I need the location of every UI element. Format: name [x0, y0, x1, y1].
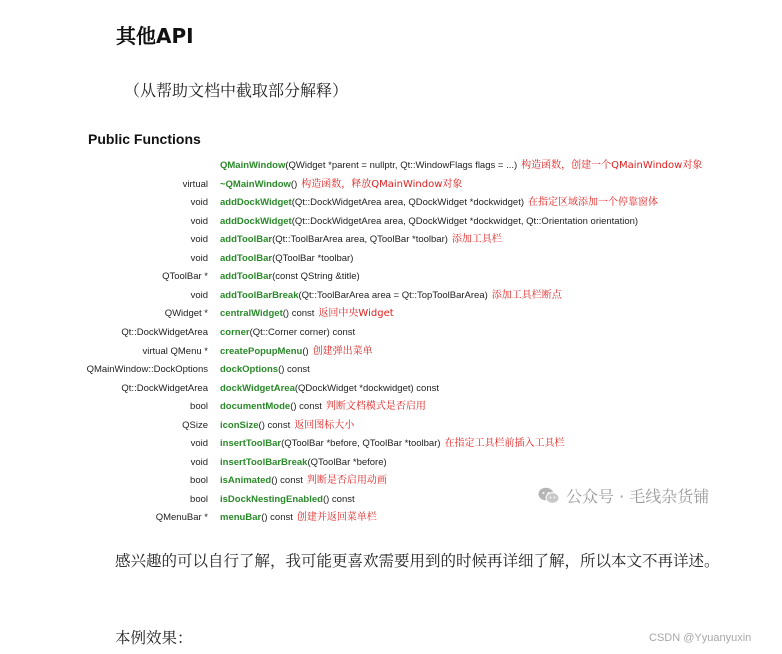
function-return-type: Qt::DockWidgetArea	[121, 326, 208, 338]
function-row	[0, 454, 782, 472]
function-return-type: bool	[190, 493, 208, 505]
function-signature	[220, 361, 314, 379]
function-args: (Qt::DockWidgetArea area, QDockWidget *dockwidget)	[291, 197, 525, 209]
function-args: () const	[290, 401, 322, 413]
function-signature	[220, 380, 443, 398]
function-signature	[220, 305, 394, 323]
function-name-link[interactable]: createPopupMenu	[220, 345, 303, 357]
function-name-link[interactable]: menuBar	[220, 512, 262, 524]
function-name-link[interactable]: insertToolBar	[220, 438, 282, 450]
function-row	[0, 194, 782, 212]
function-signature	[220, 194, 658, 212]
section-note: （从帮助文档中截取部分解释）	[124, 81, 349, 100]
function-signature	[220, 343, 373, 361]
function-name-link[interactable]: addToolBarBreak	[220, 289, 299, 301]
function-row	[0, 305, 782, 323]
function-name-link[interactable]: centralWidget	[220, 308, 283, 320]
function-annotation: 创建并返回菜单栏	[296, 512, 377, 524]
function-signature	[220, 324, 359, 342]
function-row	[0, 343, 782, 361]
function-args: () const	[258, 419, 291, 431]
function-name-link[interactable]: addDockWidget	[220, 197, 292, 209]
function-annotation: 返回图标大小	[294, 419, 355, 431]
function-name-link[interactable]: addToolBar	[220, 234, 273, 246]
function-args: (QWidget *parent = nullptr, Qt::WindowFlags flags = ...)	[285, 160, 518, 171]
function-return-type: void	[190, 289, 208, 301]
function-return-type: QWidget *	[164, 308, 208, 320]
function-signature	[220, 509, 377, 527]
public-functions-title: Public Functions	[88, 131, 201, 147]
function-row	[0, 176, 782, 194]
function-return-type: void	[190, 252, 208, 264]
function-args: (QToolBar *toolbar)	[272, 252, 354, 264]
function-signature	[220, 231, 502, 249]
function-args: ()	[290, 178, 298, 190]
function-row	[0, 250, 782, 268]
function-row	[0, 380, 782, 398]
function-return-type: void	[190, 438, 208, 450]
function-annotation: 在指定区域添加一个停靠窗体	[528, 197, 659, 209]
effect-label: 本例效果：	[115, 629, 193, 647]
function-name-link[interactable]: documentMode	[220, 401, 291, 413]
function-args: () const	[322, 493, 355, 505]
function-signature	[220, 435, 565, 453]
function-annotation: 判断是否启用动画	[306, 475, 387, 487]
function-row	[0, 324, 782, 342]
function-annotation: 构造函数，创建一个QMainWindow对象	[521, 160, 703, 171]
function-signature	[220, 157, 702, 175]
function-args: () const	[278, 364, 310, 376]
function-name-link[interactable]: isDockNestingEnabled	[220, 493, 323, 505]
function-annotation: 创建弹出菜单	[312, 345, 373, 357]
function-return-type: Qt::DockWidgetArea	[121, 382, 208, 394]
function-name-link[interactable]: dockOptions	[220, 364, 279, 376]
function-row	[0, 435, 782, 453]
function-args: (QToolBar *before, QToolBar *toolbar)	[281, 438, 441, 450]
function-annotation: 返回中央Widget	[318, 308, 394, 320]
function-name-link[interactable]: addDockWidget	[220, 215, 292, 227]
function-row	[0, 509, 782, 527]
function-signature	[220, 454, 391, 472]
function-row	[0, 361, 782, 379]
function-return-type: bool	[190, 401, 208, 413]
function-name-link[interactable]: addToolBar	[220, 271, 273, 283]
wechat-watermark-text: 公众号 · 毛线杂货铺	[566, 487, 710, 506]
section-heading: 其他API	[116, 24, 194, 48]
function-name-link[interactable]: insertToolBarBreak	[220, 456, 308, 468]
function-annotation: 添加工具栏	[451, 234, 502, 246]
function-signature	[220, 250, 357, 268]
function-name-link[interactable]: dockWidgetArea	[220, 382, 295, 394]
function-row	[0, 268, 782, 286]
function-row	[0, 417, 782, 435]
function-args: (QToolBar *before)	[307, 456, 387, 468]
function-row	[0, 398, 782, 416]
function-args: () const	[261, 512, 293, 524]
wechat-icon	[538, 487, 560, 505]
function-return-type: QSize	[182, 419, 208, 431]
function-return-type: virtual	[182, 178, 208, 190]
function-args: (const QString &title)	[272, 271, 360, 283]
function-return-type: void	[190, 456, 208, 468]
function-signature	[220, 176, 462, 194]
function-name-link[interactable]: QMainWindow	[220, 160, 286, 171]
function-signature	[220, 472, 387, 490]
function-args: (Qt::DockWidgetArea area, QDockWidget *dockwidget, Qt::Orientation orientation)	[291, 215, 639, 227]
function-return-type: QMainWindow::DockOptions	[86, 364, 208, 376]
function-return-type: QMenuBar *	[155, 512, 208, 524]
function-name-link[interactable]: addToolBar	[220, 252, 273, 264]
function-signature	[220, 213, 642, 231]
function-name-link[interactable]: ~QMainWindow	[220, 178, 291, 190]
function-signature	[220, 287, 562, 305]
function-return-type: QToolBar *	[162, 271, 208, 283]
function-return-type: bool	[190, 475, 208, 487]
function-return-type: virtual QMenu *	[142, 345, 208, 357]
function-name-link[interactable]: isAnimated	[220, 475, 272, 487]
function-name-link[interactable]: corner	[220, 326, 250, 338]
function-annotation: 构造函数，释放QMainWindow对象	[301, 178, 463, 190]
function-return-type: void	[190, 234, 208, 246]
wechat-watermark	[538, 484, 709, 507]
function-args: (Qt::ToolBarArea area, QToolBar *toolbar)	[272, 234, 448, 246]
csdn-watermark: CSDN @Yyuanyuxin	[649, 632, 752, 644]
function-args: (Qt::Corner corner) const	[249, 326, 356, 338]
body-paragraph: 感兴趣的可以自行了解，我可能更喜欢需要用到的时候再详细了解，所以本文不再详述。	[115, 552, 720, 570]
function-args: () const	[271, 475, 303, 487]
function-row	[0, 231, 782, 249]
function-signature	[220, 398, 426, 416]
function-signature	[220, 268, 364, 286]
function-name-link[interactable]: iconSize	[220, 419, 259, 431]
function-signature	[220, 491, 359, 509]
function-annotation: 在指定工具栏前插入工具栏	[444, 438, 565, 450]
function-row	[0, 157, 782, 175]
function-args: (Qt::ToolBarArea area = Qt::TopToolBarArea)	[298, 289, 488, 301]
function-args: () const	[282, 308, 315, 320]
function-args: ()	[302, 345, 309, 357]
function-signature	[220, 417, 354, 435]
function-args: (QDockWidget *dockwidget) const	[294, 382, 440, 394]
function-row	[0, 287, 782, 305]
function-annotation: 添加工具栏断点	[491, 289, 562, 301]
function-return-type: void	[190, 215, 208, 227]
function-return-type: void	[190, 197, 208, 209]
function-annotation: 判断文档模式是否启用	[325, 401, 426, 413]
function-row	[0, 213, 782, 231]
